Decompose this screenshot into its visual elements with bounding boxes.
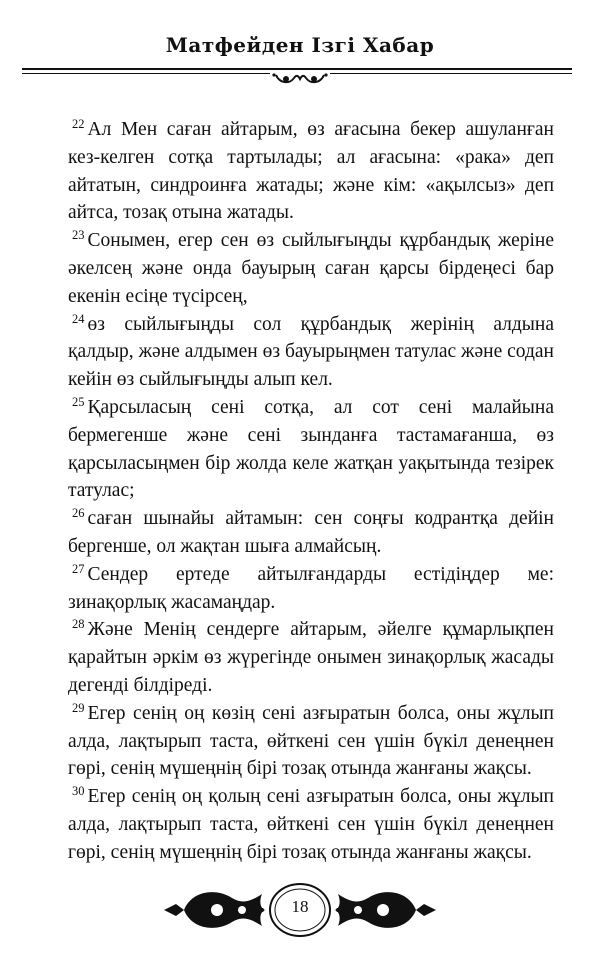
verse-text: әкелсең және онда бауырың саған қарсы бірдеңесі бар	[68, 257, 554, 279]
verse-line	[68, 700, 554, 728]
verse-line	[68, 561, 554, 589]
verse-text: бергенше, ол жақтан шыға алмайсың.	[68, 535, 382, 557]
verse-text: гөрі, сенің мүшеңнің бірі тозақ отында жанғаны жақсы.	[68, 841, 532, 863]
verse-number: 30	[72, 784, 85, 799]
verse-text: кейін өз сыйлығыңды алып кел.	[68, 369, 333, 391]
verse-line	[68, 394, 554, 422]
verse-number: 24	[72, 311, 85, 326]
verse-line	[68, 422, 554, 450]
verse-text: гөрі, сенің мүшеңнің бірі тозақ отында жанғаны жақсы.	[68, 758, 532, 780]
verse-line	[68, 255, 554, 283]
verse-text: зинақорлық жасамаңдар.	[68, 591, 276, 613]
verse-text: Ал Мен саған айтарым, өз ағасына бекер ашуланған	[87, 119, 554, 140]
verse-line	[68, 450, 554, 478]
verse-number: 25	[72, 394, 85, 409]
verse-text: екенін есіңе түсірсең,	[68, 285, 248, 307]
verse-text: өз сыйлығыңды сол құрбандық жерінің алдына	[87, 313, 554, 335]
verse-text: алда, лақтырып таста, өйткені сен үшін бүкіл денеңнен	[68, 730, 554, 752]
header-ornament-icon	[270, 70, 330, 86]
verse-line	[68, 311, 554, 339]
verse-line	[68, 144, 554, 172]
verse-line	[68, 839, 554, 867]
verse-text: татулас;	[68, 480, 135, 502]
verse-number: 22	[72, 117, 85, 131]
verse-line	[68, 783, 554, 811]
verse-body	[68, 116, 554, 867]
page-number: 18	[291, 897, 309, 916]
running-header-title: Матфейден Ізгі Хабар	[165, 33, 435, 57]
verse-text: алда, лақтырып таста, өйткені сен үшін бүкіл денеңнен	[68, 813, 554, 835]
verse-text: қалдыр, және алдымен өз бауырыңмен татулас және содан	[68, 341, 554, 363]
verse-number: 28	[72, 617, 85, 632]
verse-text: қарсыласыңмен бір жолда келе жатқан уақытында тезірек	[68, 452, 554, 474]
verse-line	[68, 811, 554, 839]
verse-line	[68, 116, 554, 144]
verse-number: 27	[72, 561, 85, 576]
verse-line	[68, 505, 554, 533]
verse-line	[68, 533, 554, 561]
verse-line	[68, 672, 554, 700]
verse-line	[68, 338, 554, 366]
verse-line	[68, 728, 554, 756]
verse-text: Егер сенің оң қолың сені азғыратын болса, оны жұлып	[87, 786, 554, 808]
verse-line	[68, 283, 554, 311]
verse-text: Қарсыласың сені сотқа, ал сот сені малайына	[87, 396, 554, 418]
verse-text: Егер сенің оң көзің сені азғыратын болса, оны жұлып	[87, 702, 554, 724]
verse-line	[68, 366, 554, 394]
verse-text: кез-келген сотқа тартылады; ал ағасына: «рака» деп	[68, 146, 554, 168]
verse-text: айтса, тозақ отына жатады.	[68, 202, 294, 224]
verse-text: бермегенше және сені зынданға тастамағанша, өз	[68, 424, 554, 446]
verse-text: Және Менің сендерге айтарым, әйелге құмарлықпен	[87, 619, 554, 641]
verse-line	[68, 616, 554, 644]
verse-line	[68, 172, 554, 200]
verse-text: айтатын, синдроинға жатады; және кім: «ақылсыз» деп	[68, 174, 554, 196]
verse-text: дегенді білдіреді.	[68, 674, 213, 696]
verse-number: 23	[72, 228, 85, 243]
verse-line	[68, 589, 554, 617]
verse-line	[68, 755, 554, 783]
verse-text: Сонымен, егер сен өз сыйлығыңды құрбандық жеріне	[87, 230, 554, 252]
verse-number: 29	[72, 700, 85, 715]
verse-line	[68, 199, 554, 227]
verse-line	[68, 477, 554, 505]
verse-text: саған шынайы айтамын: сен соңғы кодрантқа дейін	[87, 508, 554, 530]
verse-text: Сендер ертеде айтылғандарды естідіңдер ме:	[87, 563, 554, 585]
verse-number: 26	[72, 506, 85, 521]
verse-line	[68, 227, 554, 255]
verse-line	[68, 644, 554, 672]
verse-text: қарайтын әркім өз жүрегінде онымен зинақорлық жасады	[68, 647, 554, 669]
